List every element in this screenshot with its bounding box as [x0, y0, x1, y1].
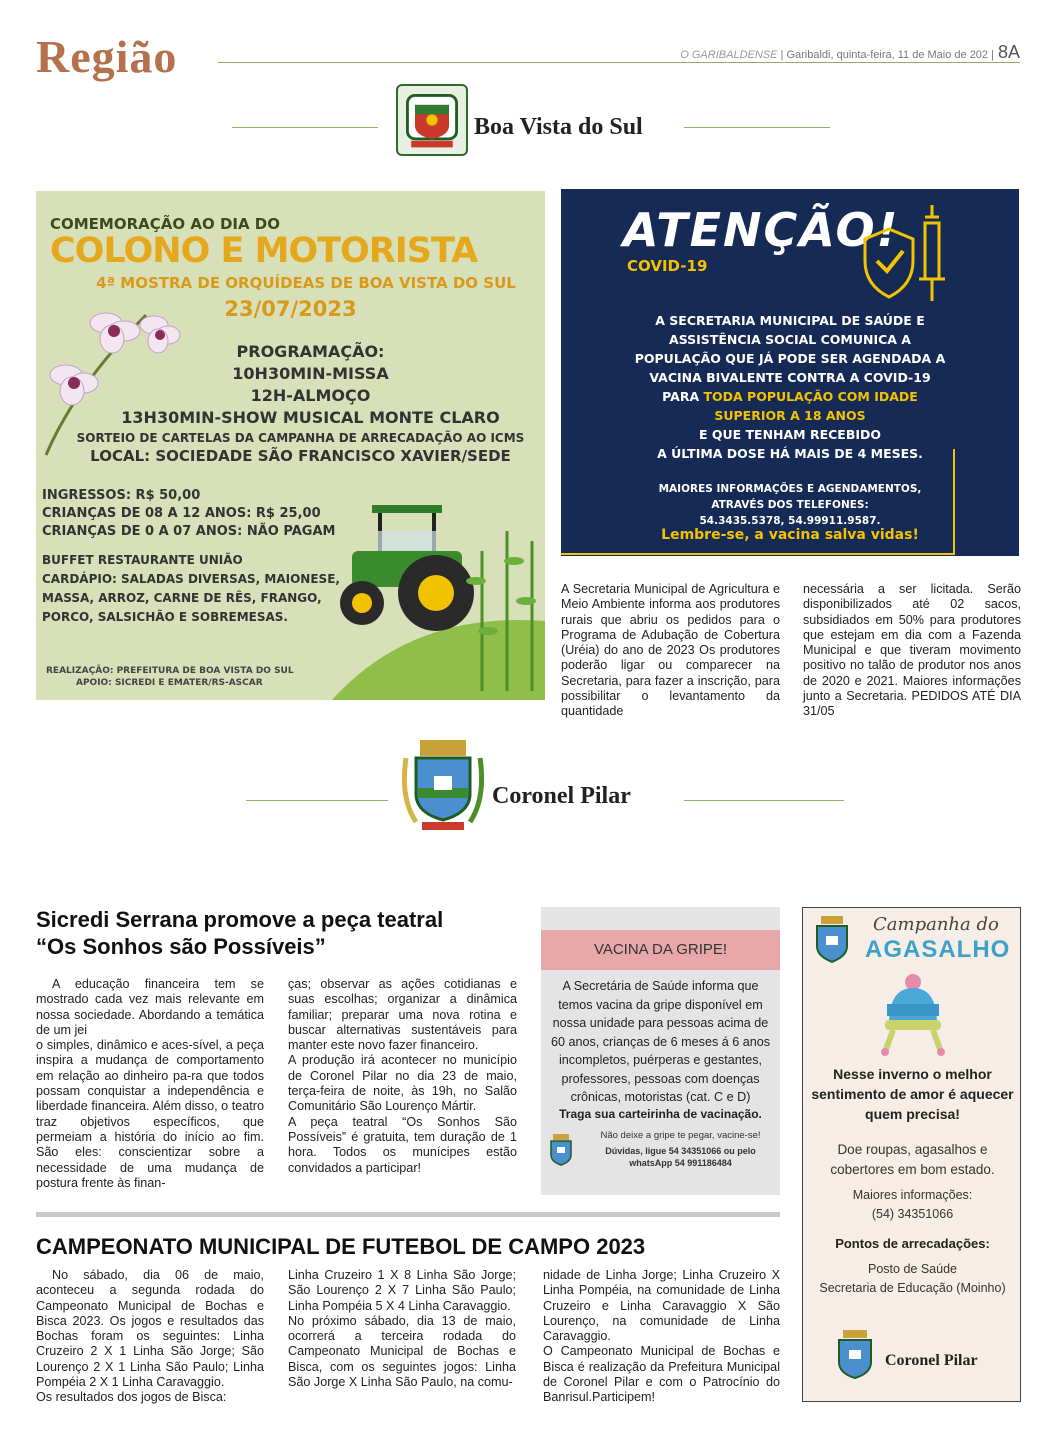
banner-rule-left	[232, 127, 378, 128]
sicredi-column-2: ças; observar as ações cotidianas e suas escolhas; organizar a dinâmica familiar; preparar uma nova rotina e buscar alternativas sustentáveis para manter este novo fazer financeiro. A produção irá acontecer no município de Coronel Pilar no dia 23 de maio, terça-feira de noite, às 19h, no Salão Comunitário São Lourenço Mártir. A peça teatral “Os Sonhos São Possíveis” é gratuita, tem duração de 1 hora. Todos os munícipes estão convidados a participar!	[288, 977, 517, 1175]
boa-vista-crest	[396, 84, 468, 156]
coronel-pilar-crest-small	[831, 1328, 879, 1382]
headline-line: “Os Sonhos são Possíveis”	[36, 934, 326, 959]
campanha-agasalho-ad	[802, 907, 1021, 1402]
ticket-line: INGRESSOS: R$ 50,00	[42, 488, 201, 503]
covid-body	[581, 311, 999, 463]
agasalho-points-title: Pontos de arrecadações:	[835, 1236, 990, 1251]
vacina-cta: Traga sua carteirinha de vacinação.	[559, 1107, 762, 1121]
covid-line: POPULAÇÃO QUE JÁ PODE SER AGENDADA A	[634, 351, 946, 366]
covid-line: A SECRETARIA MUNICIPAL DE SAÚDE E	[655, 313, 925, 328]
agasalho-title: AGASALHO	[865, 936, 1011, 963]
collection-point: Posto de Saúde	[868, 1262, 957, 1276]
covid-highlight: SUPERIOR A 18 ANOS	[714, 408, 866, 423]
vacina-body: A Secretária de Saúde informa que temos vacina da gripe disponível em nossa unidade para pessoas acima de 60 anos, crianças de 6 meses á 6 anos incompletos, puérperas e gestantes, professores, pessoas com doenças crônicas, motoristas (cat. C e D)	[550, 979, 771, 1104]
section-title: Região	[36, 31, 178, 82]
vacina-gripe-ad	[541, 907, 780, 1195]
agasalho-slogan: Nesse inverno o melhor sentimento de amor é aquecer quem precisa!	[811, 1066, 1014, 1122]
banner-rule-right	[684, 800, 844, 801]
adubacao-column-1: A Secretaria Municipal de Agricultura e Meio Ambiente informa aos produtores rurais que abriu os pedidos para o Programa de Adubação de Cobertura (Uréia) do ano de 2023 Os produtores poderão ligar ou comparecer na Secretaria, para fazer a inscrição, para possibilitar o levantamento da quantidade	[561, 582, 780, 719]
futebol-column-2: Linha Cruzeiro 1 X 8 Linha São Jorge; São Lourenço 2 X 7 Linha São Paulo; Linha Pompéia 5 X 4 Linha Caravaggio. No próximo sábado, dia 13 de maio, ocorrerá a terceira rodada do Campeonato Municipal de Bochas e Bisca, com os seguintes jogos: Linha São Jorge X Linha São Paulo, na comu-	[288, 1268, 516, 1390]
coronel-pilar-crest	[398, 738, 488, 836]
page-number: 8A	[997, 42, 1020, 62]
poster-date: 23/07/2023	[224, 297, 357, 321]
muni-name-boa-vista: Boa Vista do Sul	[474, 114, 643, 140]
covid-title: ATENÇÃO!	[623, 203, 900, 257]
poster-sorteio: SORTEIO DE CARTELAS DA CAMPANHA DE ARRECADAÇÃO AO ICMS	[76, 431, 525, 445]
credit-line: REALIZAÇÃO: PREFEITURA DE BOA VISTA DO SUL	[46, 666, 294, 676]
shield-syringe-icon	[857, 203, 957, 307]
issue-date: Garibaldi, quinta-feira, 11 de Maio de 202	[786, 49, 989, 61]
header-rule	[218, 62, 1020, 63]
menu-line: MASSA, ARROZ, CARNE DE RÊS, FRANGO,	[42, 591, 322, 605]
poster-title: COLONO E MOTORISTA	[50, 231, 478, 271]
tractor-illustration	[332, 491, 545, 700]
covid-poster	[561, 189, 1019, 556]
covid-line: VACINA BIVALENTE CONTRA A COVID-19	[649, 370, 931, 385]
vacina-slogan: Não deixe a gripe te pegar, vacine-se!	[600, 1130, 761, 1141]
covid-footer: Lembre-se, a vacina salva vidas!	[661, 527, 919, 543]
agasalho-title-top: Campanha do	[873, 914, 999, 935]
coronel-pilar-crest-small	[545, 1133, 577, 1167]
futebol-column-3: nidade de Linha Jorge; Linha Cruzeiro X Linha Pompéia, na comunidade de Linha Cruzeiro e Linha Caravaggio X São Lourenço, na comunidade de Linha Caravaggio. O Campeonato Municipal de Bochas e Bisca é realização da Prefeitura Municipal de Coronel Pilar e com o Patrocínio do Banrisul.Participem!	[543, 1268, 780, 1405]
program-item: 10H30MIN-MISSA	[232, 364, 389, 383]
poster-local: LOCAL: SOCIEDADE SÃO FRANCISCO XAVIER/SEDE	[90, 447, 511, 465]
program-item: 13H30MIN-SHOW MUSICAL MONTE CLARO	[121, 408, 500, 427]
poster-subtitle: 4ª MOSTRA DE ORQUÍDEAS DE BOA VISTA DO SUL	[96, 274, 516, 292]
info-line: MAIORES INFORMAÇÕES E AGENDAMENTOS,	[658, 483, 922, 495]
winter-hat-icon	[863, 974, 963, 1056]
poster-tickets	[42, 487, 335, 541]
orchid-illustration	[36, 295, 186, 465]
covid-line: A ÚLTIMA DOSE HÁ MAIS DE 4 MESES.	[657, 446, 923, 461]
vacina-contact: Dúvidas, ligue 54 34351066 ou pelo whatsApp 54 991186484	[605, 1146, 756, 1168]
agasalho-muni-name: Coronel Pilar	[885, 1352, 978, 1369]
futebol-column-1: No sábado, dia 06 de maio, aconteceu a segunda rodada do Campeonato Municipal de Bochas e Bisca 2023. Os jogos e resultados das Bochas foram os seguintes: Linha Cruzeiro 2 X 1 Linha São Jorge; São Lourenço 2 X 1 Linha São Paulo; Linha Pompéia 2 X 1 Linha Caravaggio. Os resultados dos jogos de Bisca:	[36, 1268, 264, 1405]
ticket-line: CRIANÇAS DE 08 A 12 ANOS: R$ 25,00	[42, 506, 321, 521]
poster-border	[953, 449, 955, 555]
banner-rule-left	[246, 800, 388, 801]
program-item: 12H-ALMOÇO	[250, 386, 371, 405]
sicredi-column-1: A educação financeira tem se mostrado cada vez mais relevante em nossa sociedade. Abordando a temática de um jei o simples, dinâmico e aces-sível, a peça inspira a mudança de comportamento em relação ao dinheiro pa-ra que todos possam conquistar a independência e liberdade financeira. Além disso, o teatro traz objetivos específicos, que permeiam a história do início ao fim. São eles: conscientizar sobre a necessidade de uma mudança de postura frente às finan-	[36, 977, 264, 1190]
covid-info	[581, 481, 999, 529]
info-label: Maiores informações:	[852, 1188, 973, 1202]
vacina-heading: VACINA DA GRIPE!	[541, 930, 780, 970]
poster-buffet	[42, 551, 340, 627]
program-title: PROGRAMAÇÃO:	[236, 342, 385, 361]
muni-name-coronel-pilar: Coronel Pilar	[492, 783, 631, 809]
menu-line: CARDÁPIO: SALADAS DIVERSAS, MAIONESE,	[42, 572, 340, 586]
agasalho-body: Doe roupas, agasalhos e cobertores em bom estado.	[830, 1142, 995, 1177]
collection-point: Secretaria de Educação (Moinho)	[819, 1281, 1006, 1295]
info-phones: 54.3435.5378, 54.99911.9587.	[699, 515, 881, 527]
agasalho-info	[809, 1186, 1016, 1224]
menu-line: PORCO, SALSICHÃO E SOBREMESAS.	[42, 610, 288, 624]
headline-line: Sicredi Serrana promove a peça teatral	[36, 907, 444, 932]
futebol-headline: CAMPEONATO MUNICIPAL DE FUTEBOL DE CAMPO 2023	[36, 1234, 646, 1259]
covid-line: ASSISTÊNCIA SOCIAL COMUNICA A	[669, 332, 911, 347]
colono-motorista-poster	[36, 191, 545, 700]
covid-highlight: TODA POPULAÇÃO COM IDADE	[703, 389, 918, 404]
credit-line: APOIO: SICREDI E EMATER/RS-ASCAR	[76, 678, 263, 688]
section-separator	[36, 1212, 780, 1217]
ticket-line: CRIANÇAS DE 0 A 07 ANOS: NÃO PAGAM	[42, 524, 336, 539]
banner-rule-right	[684, 127, 830, 128]
covid-line	[581, 387, 999, 406]
info-phone: (54) 34351066	[871, 1207, 954, 1221]
header-meta: O GARIBALDENSE | Garibaldi, quinta-feira, 11 de Maio de 202 | 8A	[680, 42, 1020, 62]
buffet-name: BUFFET RESTAURANTE UNIÃO	[42, 553, 243, 567]
info-line: ATRAVÉS DOS TELEFONES:	[711, 499, 869, 511]
poster-heading: COMEMORAÇÃO AO DIA DO	[50, 215, 281, 233]
publication-name: O GARIBALDENSE	[680, 49, 778, 61]
covid-text: PARA	[662, 389, 704, 404]
poster-credits	[46, 665, 294, 689]
covid-line: E QUE TENHAM RECEBIDO	[698, 427, 882, 442]
agasalho-points	[809, 1260, 1016, 1298]
adubacao-column-2: necessária a ser licitada. Serão disponibilizados até 02 sacos, subsidiados em 50% para produtores que estejam em dia com a Fazenda Municipal e que tiveram movimento positivo no talão de produtor nos anos de 2020 e 2021. Maiores informações junto a Secretaria. PEDIDOS ATÉ DIA 31/05	[803, 582, 1021, 719]
sicredi-headline	[36, 906, 516, 960]
poster-border	[561, 553, 955, 555]
coronel-pilar-crest-small	[809, 914, 855, 966]
covid-subtitle: COVID-19	[627, 257, 708, 275]
